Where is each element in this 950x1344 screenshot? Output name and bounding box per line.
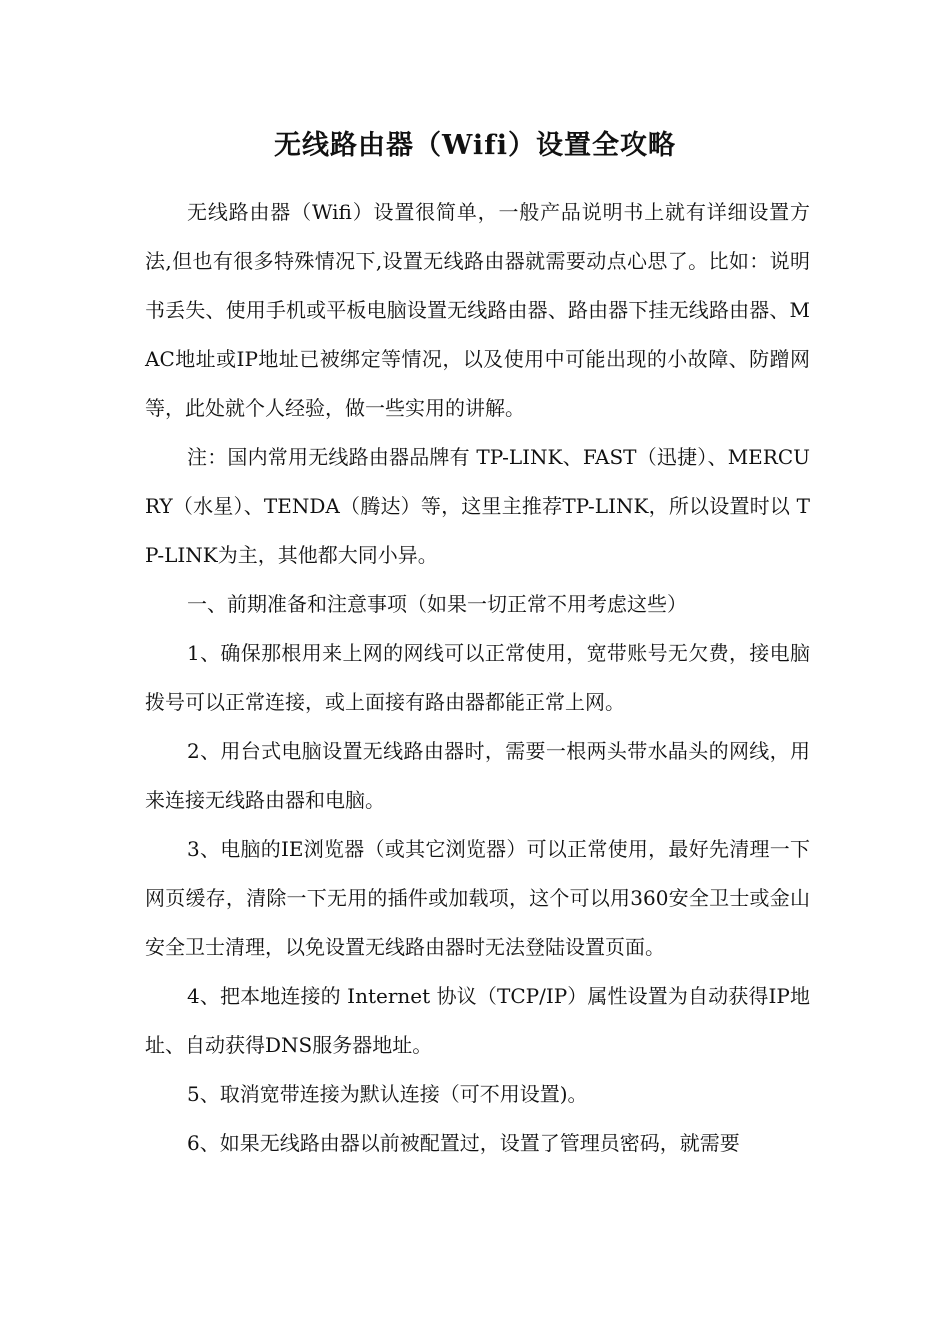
step-3-paragraph: 3、电脑的IE浏览器（或其它浏览器）可以正常使用，最好先清理一下网页缓存，清除一下无用的插件或加载项，这个可以用360安全卫士或金山安全卫士清理，以免设置无线路由器时无法登陆设置页面。 — [145, 837, 810, 959]
step-6-paragraph: 6、如果无线路由器以前被配置过，设置了管理员密码，就需要 — [187, 1131, 740, 1155]
step-1-paragraph: 1、确保那根用来上网的网线可以正常使用，宽带账号无欠费，接电脑拨号可以正常连接，或上面接有路由器都能正常上网。 — [145, 641, 810, 714]
title-prefix: 无线路由器（ — [274, 130, 442, 162]
step-5-paragraph: 5、取消宽带连接为默认连接（可不用设置)。 — [187, 1082, 588, 1106]
intro-paragraph: 无线路由器（Wifi）设置很简单，一般产品说明书上就有详细设置方法,但也有很多特殊情况下,设置无线路由器就需要动点心思了。比如：说明书丢失、使用手机或平板电脑设置无线路由器、路由器下挂无线路由器、MAC地址或IP地址已被绑定等情况，以及使用中可能出现的小故障、防蹭网等，此处就个人经验，做一些实用的讲解。 — [145, 200, 810, 420]
title-suffix: ）设置全攻略 — [507, 130, 676, 162]
document-body — [145, 188, 810, 1168]
step-2-paragraph: 2、用台式电脑设置无线路由器时，需要一根两头带水晶头的网线，用来连接无线路由器和电脑。 — [145, 739, 810, 812]
step-4-paragraph: 4、把本地连接的 Internet 协议（TCP/IP）属性设置为自动获得IP地址、自动获得DNS服务器地址。 — [145, 984, 810, 1057]
note-paragraph: 注：国内常用无线路由器品牌有 TP-LINK、FAST（迅捷）、MERCURY（水星）、TENDA（腾达）等，这里主推荐TP-LINK，所以设置时以 TP-LINK为主，其他都大同小异。 — [145, 445, 810, 567]
title-latin: Wifi — [442, 130, 508, 162]
document-title — [0, 126, 950, 166]
section-heading: 一、前期准备和注意事项（如果一切正常不用考虑这些） — [187, 592, 687, 616]
